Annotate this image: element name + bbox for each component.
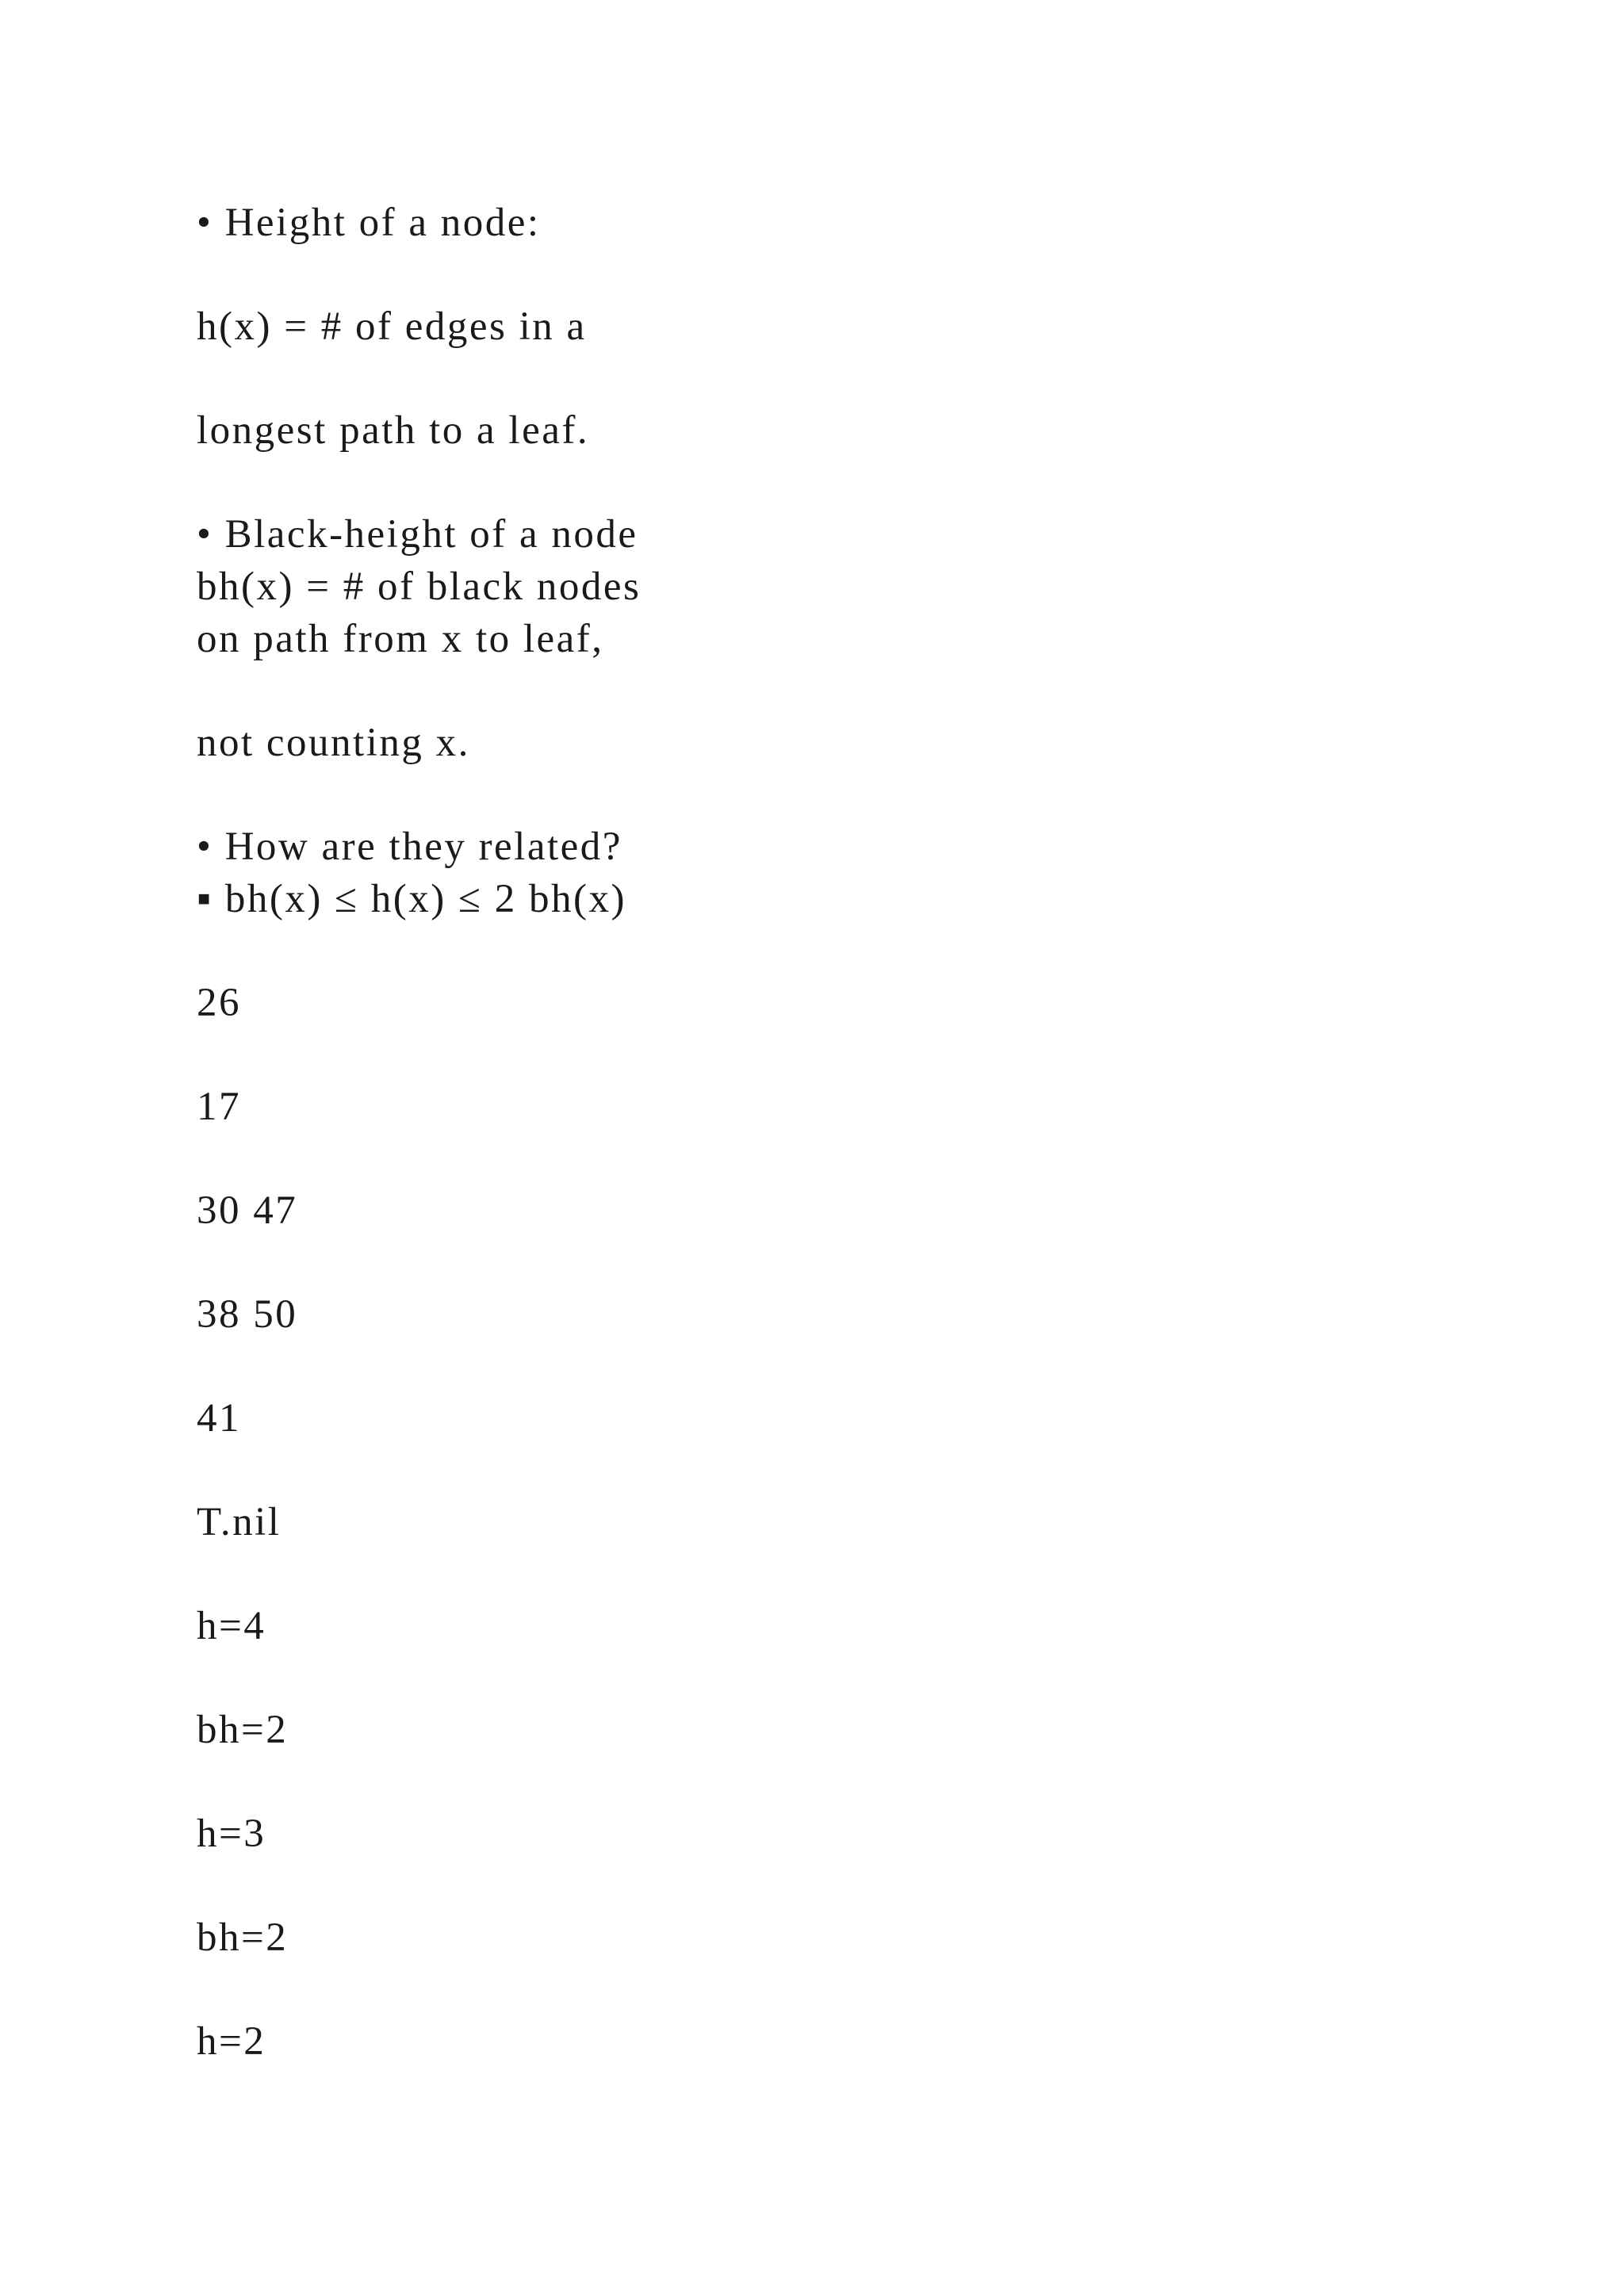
annotation-h-3: h=3 xyxy=(197,1812,266,1856)
height-heading: • Height of a node: xyxy=(197,201,541,245)
tree-node-17: 17 xyxy=(197,1085,241,1129)
tree-nodes-30-47: 30 47 xyxy=(197,1188,298,1233)
relation-answer: ▪ bh(x) ≤ h(x) ≤ 2 bh(x) xyxy=(197,877,626,921)
tree-nodes-38-50: 38 50 xyxy=(197,1292,298,1337)
tree-sentinel-tnil: T.nil xyxy=(197,1500,282,1544)
annotation-bh-2: bh=2 xyxy=(197,1708,289,1752)
annotation-bh-2-second: bh=2 xyxy=(197,1915,289,1960)
black-height-definition-line-1: bh(x) = # of black nodes xyxy=(197,564,642,609)
tree-node-26: 26 xyxy=(197,981,241,1025)
black-height-definition-line-2: on path from x to leaf, xyxy=(197,617,604,661)
tree-node-41: 41 xyxy=(197,1396,241,1441)
relation-question: • How are they related? xyxy=(197,825,622,869)
height-definition-line-1: h(x) = # of edges in a xyxy=(197,304,587,349)
black-height-heading: • Black-height of a node xyxy=(197,512,638,557)
height-definition-line-2: longest path to a leaf. xyxy=(197,408,590,453)
annotation-h-4: h=4 xyxy=(197,1604,266,1648)
annotation-h-2: h=2 xyxy=(197,2019,266,2064)
black-height-definition-line-3: not counting x. xyxy=(197,721,470,765)
